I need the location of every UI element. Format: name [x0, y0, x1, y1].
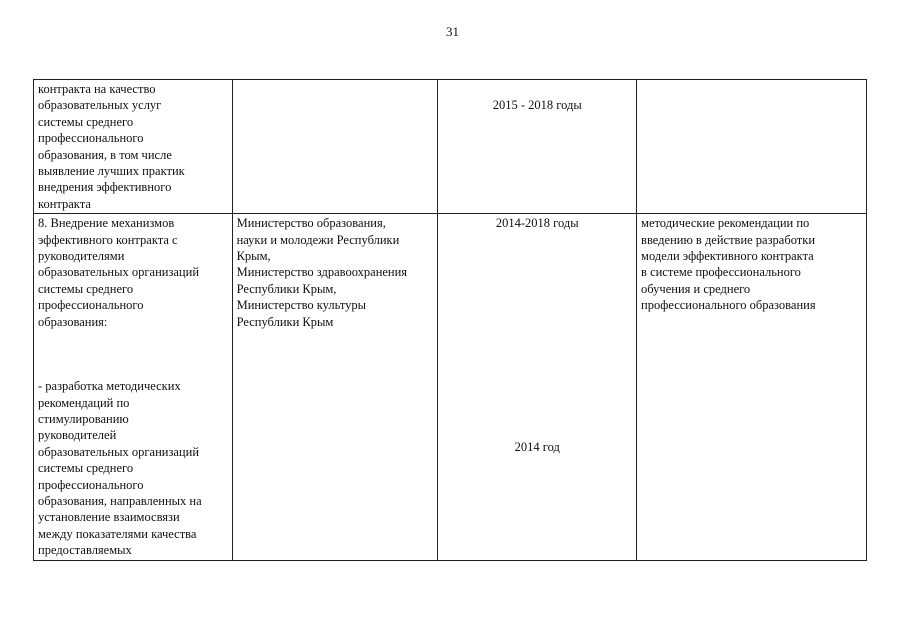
activity-line: 8. Внедрение механизмов [38, 216, 175, 231]
activity-cell [34, 214, 233, 560]
sub-activity-line: образовательных организаций [38, 444, 200, 459]
activity-line: выявление лучших практик [38, 164, 185, 179]
activity-cell [34, 80, 233, 214]
activity-line: контракта на качество [38, 82, 156, 96]
result-cell [637, 214, 867, 560]
sub-activity-line: системы среднего [38, 461, 134, 476]
activity-line: системы среднего [38, 114, 134, 129]
sub-activity-line: руководителей [38, 428, 117, 443]
table-row [34, 214, 867, 560]
activity-line: руководителями [38, 249, 125, 264]
activity-line: образования, в том числе [38, 147, 172, 162]
result-line: методические рекомендации по [641, 216, 810, 231]
activity-line: профессионального [38, 131, 144, 146]
result-cell [637, 80, 867, 214]
activity-line: образовательных услуг [38, 98, 162, 113]
responsible-line: Республики Крым [236, 314, 334, 329]
responsible-line: науки и молодежи Республики [236, 232, 400, 247]
activity-line: образовательных организаций [38, 265, 200, 280]
result-line: модели эффективного контракта [641, 249, 814, 264]
responsible-cell [232, 214, 438, 560]
activity-line: профессионального [38, 298, 144, 313]
result-line: обучения и среднего [641, 281, 751, 296]
activity-line: внедрения эффективного [38, 180, 172, 195]
sub-activity-line: рекомендаций по [38, 395, 130, 410]
sub-activity-line: между показателями качества [38, 526, 197, 541]
activity-line: системы среднего [38, 281, 134, 296]
result-line: в системе профессионального [641, 265, 801, 280]
sub-activity-line: образования, направленных на [38, 493, 202, 508]
sub-period-text: 2014 год [514, 439, 560, 454]
page-number: 31 [446, 24, 459, 39]
responsible-line: Министерство образования, [236, 216, 386, 231]
responsible-line: Министерство культуры [236, 298, 367, 313]
responsible-line: Крым, [236, 249, 271, 264]
sub-activity-line: установление взаимосвязи [38, 510, 180, 525]
sub-activity-line: стимулированию [38, 411, 129, 426]
period-text: 2014-2018 годы [495, 216, 579, 231]
period-cell [438, 80, 637, 214]
period-cell [438, 214, 637, 560]
responsible-cell [232, 80, 438, 214]
sub-activity-line: предоставляемых [38, 543, 132, 558]
responsible-line: Республики Крым, [236, 281, 337, 296]
period-text: 2015 - 2018 годы [492, 98, 582, 112]
responsible-line: Министерство здравоохранения [236, 265, 408, 280]
sub-activity-line: - разработка методических [38, 379, 181, 394]
result-line: профессионального образования [641, 298, 816, 313]
sub-activity-line: профессионального [38, 477, 144, 492]
activity-plan-table [33, 79, 867, 561]
table-row [34, 80, 867, 214]
activity-line: контракта [38, 196, 91, 211]
result-line: введению в действие разработки [641, 232, 816, 247]
activity-line: эффективного контракта с [38, 232, 178, 247]
activity-line: образования: [38, 314, 108, 329]
